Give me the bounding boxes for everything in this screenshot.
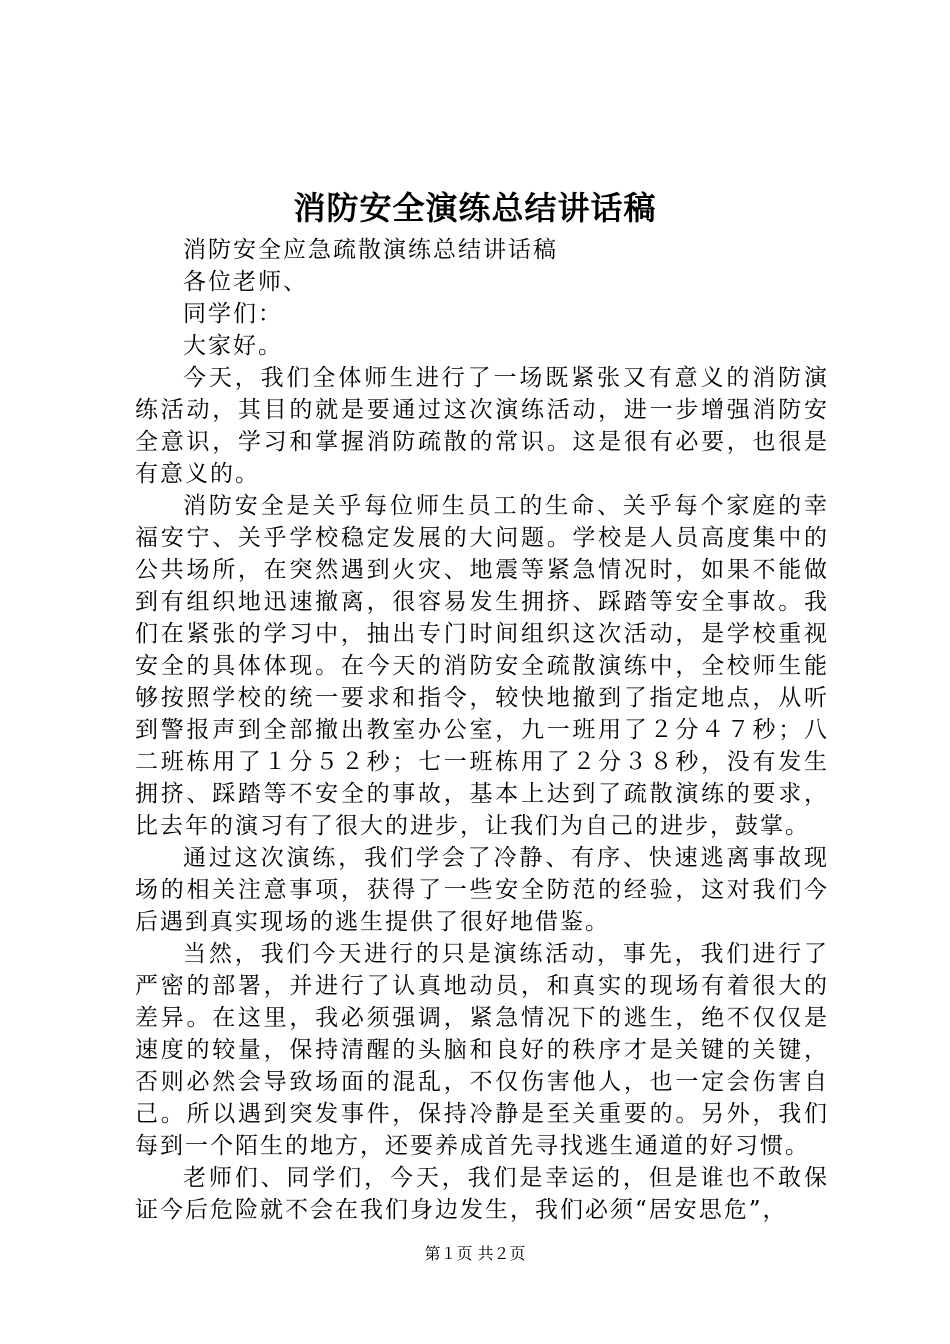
page-footer: 第１页 共２页 [424, 1244, 526, 1263]
paragraph-closing: 老师们、同学们，今天，我们是幸运的，但是谁也不敢保证今后危险就不会在我们身边发生，我们必须“居安思危”， [135, 1165, 829, 1223]
paragraph-hello: 大家好。 [183, 333, 283, 359]
paragraph-caution: 当然，我们今天进行的只是演练活动，事先，我们进行了严密的部署，并进行了认真地动员，和真实的现场有着很大的差异。在这里，我必须强调，紧急情况下的逃生，绝不仅仅是速度的较量，保持清醒的头脑和良好的秩序才是关键的关键，否则必然会导致场面的混乱，不仅伤害他人，也一定会伤害自己。所以遇到突发事件，保持冷静是至关重要的。另外，我们每到一个陌生的地方，还要养成首先寻找逃生通道的好习惯。 [135, 941, 829, 1159]
paragraph-greeting-teachers: 各位老师、 [183, 269, 308, 295]
paragraph-intro: 今天，我们全体师生进行了一场既紧张又有意义的消防演练活动，其目的就是要通过这次演练活动，进一步增强消防安全意识，学习和掌握消防疏散的常识。这是很有必要，也很是有意义的。 [135, 365, 829, 487]
paragraph-greeting-students: 同学们： [183, 301, 283, 327]
paragraph-subtitle: 消防安全应急疏散演练总结讲话稿 [183, 237, 558, 263]
document-title: 消防安全演练总结讲话稿 [293, 189, 657, 227]
paragraph-importance: 消防安全是关乎每位师生员工的生命、关乎每个家庭的幸福安宁、关乎学校稳定发展的大问题。学校是人员高度集中的公共场所，在突然遇到火灾、地震等紧急情况时，如果不能做到有组织地迅速撤离，很容易发生拥挤、踩踏等安全事故。我们在紧张的学习中，抽出专门时间组织这次活动，是学校重视安全的具体体现。在今天的消防安全疏散演练中，全校师生能够按照学校的统一要求和指令，较快地撤到了指定地点，从听到警报声到全部撤出教室办公室，九一班用了２分４７秒；八二班栋用了１分５２秒；七一班栋用了２分３８秒，没有发生拥挤、踩踏等不安全的事故，基本上达到了疏散演练的要求，比去年的演习有了很大的进步，让我们为自己的进步，鼓掌。 [135, 493, 829, 839]
document-body [135, 234, 829, 1226]
paragraph-lessons: 通过这次演练，我们学会了冷静、有序、快速逃离事故现场的相关注意事项，获得了一些安全防范的经验，这对我们今后遇到真实现场的逃生提供了很好地借鉴。 [135, 845, 829, 935]
